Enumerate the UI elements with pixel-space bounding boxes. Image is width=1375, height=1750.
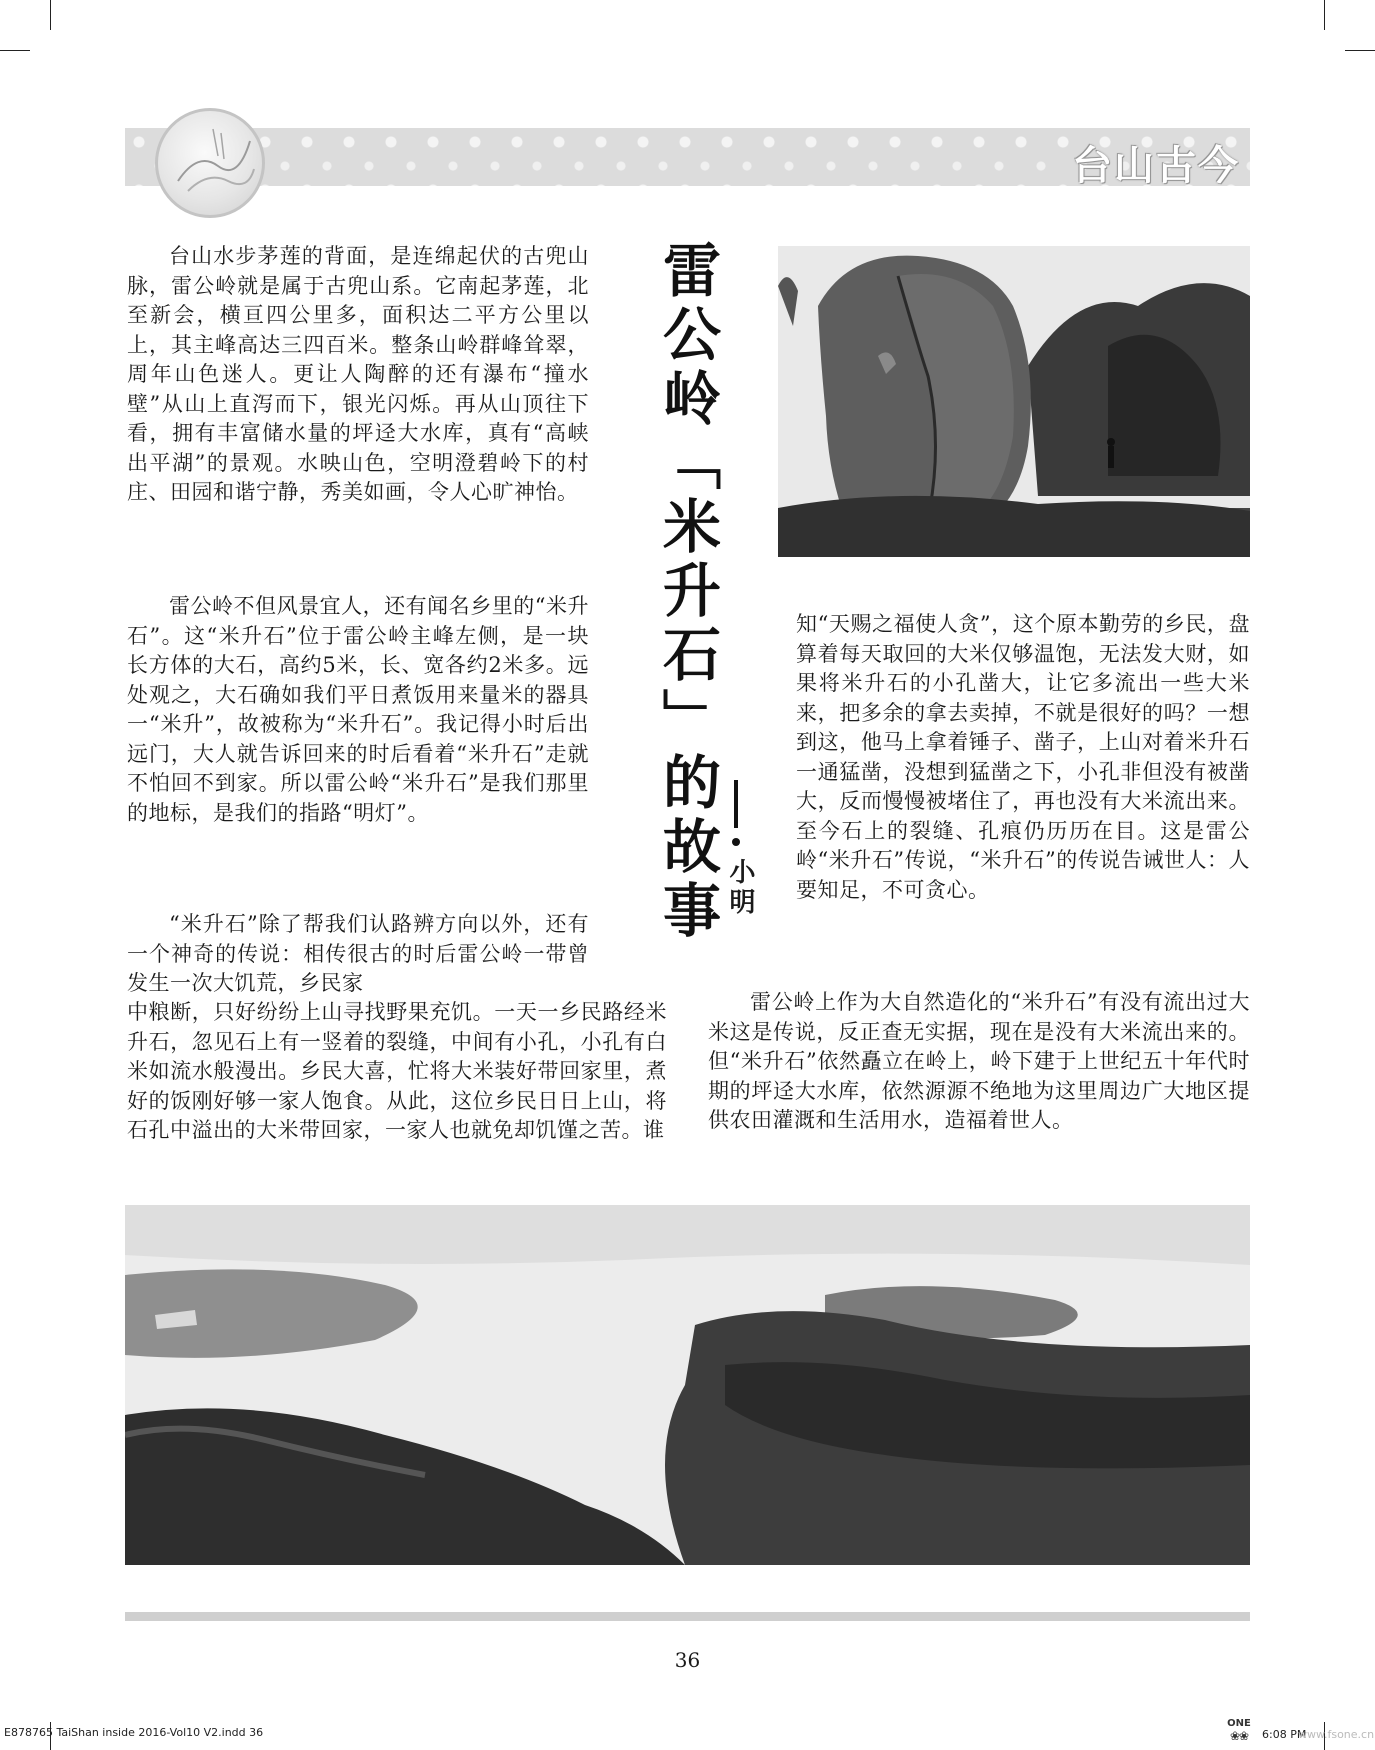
logo-text: ONE bbox=[1227, 1718, 1251, 1729]
crop-mark bbox=[50, 0, 51, 30]
crop-mark bbox=[0, 50, 30, 51]
paragraph-landmark: 雷公岭不但风景宜人，还有闻名乡里的“米升石”。这“米升石”位于雷公岭主峰左侧，是一块长方体的大石，高约5米，长、宽各约2米多。远处观之，大石确如我们平日煮饭用来量米的器具一“米升”，故被称为“米升石”。我记得小时后出远门，大人就告诉回来的时后看着“米升石”走就不怕回不到家。所以雷公岭“米升石”是我们那里的地标，是我们的指路“明灯”。 bbox=[127, 594, 589, 825]
author-dash bbox=[734, 780, 738, 828]
bottom-rule bbox=[125, 1612, 1250, 1621]
reservoir-photo bbox=[125, 1205, 1250, 1565]
site-watermark: www.fsone.cn bbox=[1298, 1728, 1375, 1741]
paragraph-legend-start: “米升石”除了帮我们认路辨方向以外，还有一个神奇的传说：相传很古的时后雷公岭一带曾发生一次大饥荒，乡民家 bbox=[127, 912, 589, 995]
banner-emblem bbox=[155, 108, 265, 218]
author-dot bbox=[732, 838, 740, 846]
page-number: 36 bbox=[674, 1648, 701, 1672]
section-title: 台山古今 bbox=[1072, 143, 1240, 189]
paragraph-legend-continued: 中粮断，只好纷纷上山寻找野果充饥。一天一乡民路经米升石，忽见石上有一竖着的裂缝，中间有小孔，小孔有白米如流水般漫出。乡民大喜，忙将大米装好带回家里，煮好的饭刚好够一家人饱食。从此，这位乡民日日上山，将石孔中溢出的大米带回家，一家人也就免却饥馑之苦。谁 bbox=[127, 1000, 667, 1142]
ink-sketch-icon bbox=[158, 111, 262, 215]
rock-photo bbox=[778, 246, 1250, 557]
publisher-logo bbox=[1222, 1718, 1256, 1746]
print-time: 6:08 PM bbox=[1262, 1728, 1307, 1741]
paragraph-intro: 台山水步茅莲的背面，是连绵起伏的古兜山脉，雷公岭就是属于古兜山系。它南起茅莲，北至新会，横亘四公里多，面积达二平方公里以上，其主峰高达三四百米。整条山岭群峰耸翠，周年山色迷人。更让人陶醉的还有瀑布“撞水壁”从山上直泻而下，银光闪烁。再从山顶往下看，拥有丰富储水量的坪迳大水库，真有“高峡出平湖”的景观。水映山色，空明澄碧岭下的村庄、田园和谐宁静，秀美如画，令人心旷神怡。 bbox=[127, 244, 589, 504]
crop-mark bbox=[1345, 50, 1375, 51]
print-slug: E878765 TaiShan inside 2016-Vol10 V2.indd 36 bbox=[4, 1726, 264, 1739]
crop-mark bbox=[1324, 0, 1325, 30]
article-author: 小明 bbox=[725, 858, 755, 918]
paragraph-legend-moral: 知“天赐之福使人贪”，这个原本勤劳的乡民，盘算着每天取回的大米仅够温饱，无法发大财，如果将米升石的小孔凿大，让它多流出一些大米来，把多余的拿去卖掉，不就是很好的吗？一想到这，他马上拿着锤子、凿子，上山对着米升石一通猛凿，没想到猛凿之下，小孔非但没有被凿大，反而慢慢被堵住了，再也没有大米流出来。至今石上的裂缝、孔痕仍历历在目。这是雷公岭“米升石”传说，“米升石”的传说告诫世人：人要知足，不可贪心。 bbox=[796, 612, 1250, 902]
paragraph-conclusion: 雷公岭上作为大自然造化的“米升石”有没有流出过大米这是传说，反正查无实据，现在是没有大米流出来的。但“米升石”依然矗立在岭上，岭下建于上世纪五十年代时期的坪迳大水库，依然源源不绝地为这里周边广大地区提供农田灌溉和生活用水，造福着世人。 bbox=[708, 990, 1250, 1132]
flower-icon: ❀❀ bbox=[1229, 1729, 1249, 1743]
article-title: 雷公岭「米升石」的故事 bbox=[653, 240, 721, 944]
